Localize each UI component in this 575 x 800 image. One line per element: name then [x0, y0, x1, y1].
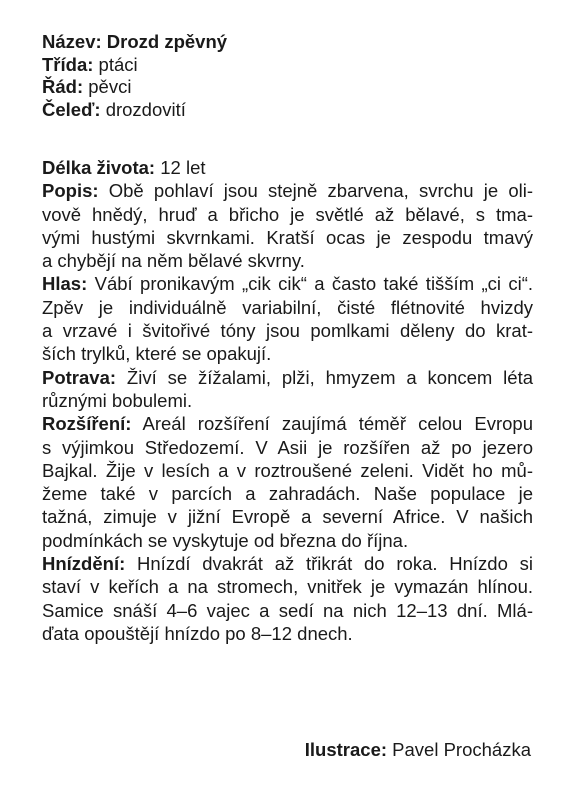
lifespan-value: 12 let — [160, 157, 206, 178]
illustration-author: Pavel Procházka — [392, 739, 531, 760]
voice-line: a vrzavé i švitořivé tóny jsou pomlkami děleny do krat- — [42, 320, 533, 342]
food-line: různými bobulemi. — [42, 389, 193, 411]
description-line: vými hustými skvrnkami. Kratší ocas je zespodu tmavý — [42, 226, 533, 248]
order-label: Řád: — [42, 76, 84, 97]
lifespan-row — [42, 156, 533, 179]
range-line: tažná, zimuje v jižní Evropě a severní Africe. V našich — [42, 506, 533, 528]
nesting-line: Hnízdění: Hnízdí dvakrát až třikrát do roka. Hnízdo si — [42, 553, 534, 575]
range-line: Bajkal. Žije v lesích a v roztroušené zeleni. Vidět ho mů- — [42, 459, 533, 481]
class-row — [42, 54, 533, 77]
range-line: s výjimkou Středozemí. V Asii je rozšířen až po jezero — [42, 436, 533, 458]
species-header — [42, 31, 533, 121]
food-label: Potrava: — [42, 366, 117, 388]
description-label: Popis: — [42, 180, 99, 202]
range-line: podmínkách se vyskytuje od března do října. — [42, 529, 409, 551]
class-value: ptáci — [98, 53, 138, 75]
range-label: Rozšíření: — [42, 413, 132, 435]
lifespan-label: Délka života: — [42, 157, 156, 178]
name-row — [42, 31, 533, 54]
name-value: Drozd zpěvný — [106, 31, 228, 52]
nesting-line: staví v keřích a na stromech, vnitřek je vymazán hlínou. — [42, 576, 533, 598]
order-value: pěvci — [88, 76, 132, 97]
class-label: Třída: — [42, 53, 94, 75]
range-line: Rozšíření: Areál rozšíření zaujímá téměř celou Evropu — [42, 413, 534, 435]
nesting-line: ďata opouštějí hnízdo po 8–12 dnech. — [42, 622, 353, 644]
description-line: vově hnědý, hruď a břicho je světlé až bělavé, s tma- — [42, 203, 533, 225]
voice-label: Hlas: — [42, 273, 88, 295]
family-label: Čeleď: — [42, 98, 101, 120]
description-line: Popis: Obě pohlaví jsou stejně zbarvena, svrchu je oli- — [42, 180, 533, 202]
food-line: Potrava: Živí se žížalami, plži, hmyzem a koncem léta — [42, 366, 534, 388]
nesting-line: Samice snáší 4–6 vajec a sedí na nich 12–13 dní. Mlá- — [42, 599, 533, 621]
family-row — [42, 99, 533, 122]
voice-line: Hlas: Vábí pronikavým „cik cik“ a často také tišším „ci ci“. — [42, 273, 534, 295]
range-line: žeme také v parcích a zahradách. Naše populace je — [42, 483, 533, 505]
species-details — [42, 156, 533, 645]
description-line: a chybějí na něm bělavé skvrny. — [42, 250, 305, 272]
illustration-credit — [305, 738, 531, 761]
nesting-label: Hnízdění: — [42, 553, 126, 575]
voice-line: Zpěv je individuálně variabilní, čisté flétnovité hvizdy — [42, 296, 533, 318]
order-row — [42, 76, 533, 99]
family-value: drozdovití — [105, 98, 186, 120]
name-label: Název: — [42, 31, 102, 52]
voice-line: ších trylků, které se opakují. — [42, 343, 272, 365]
illustration-label: Ilustrace: — [304, 739, 388, 760]
